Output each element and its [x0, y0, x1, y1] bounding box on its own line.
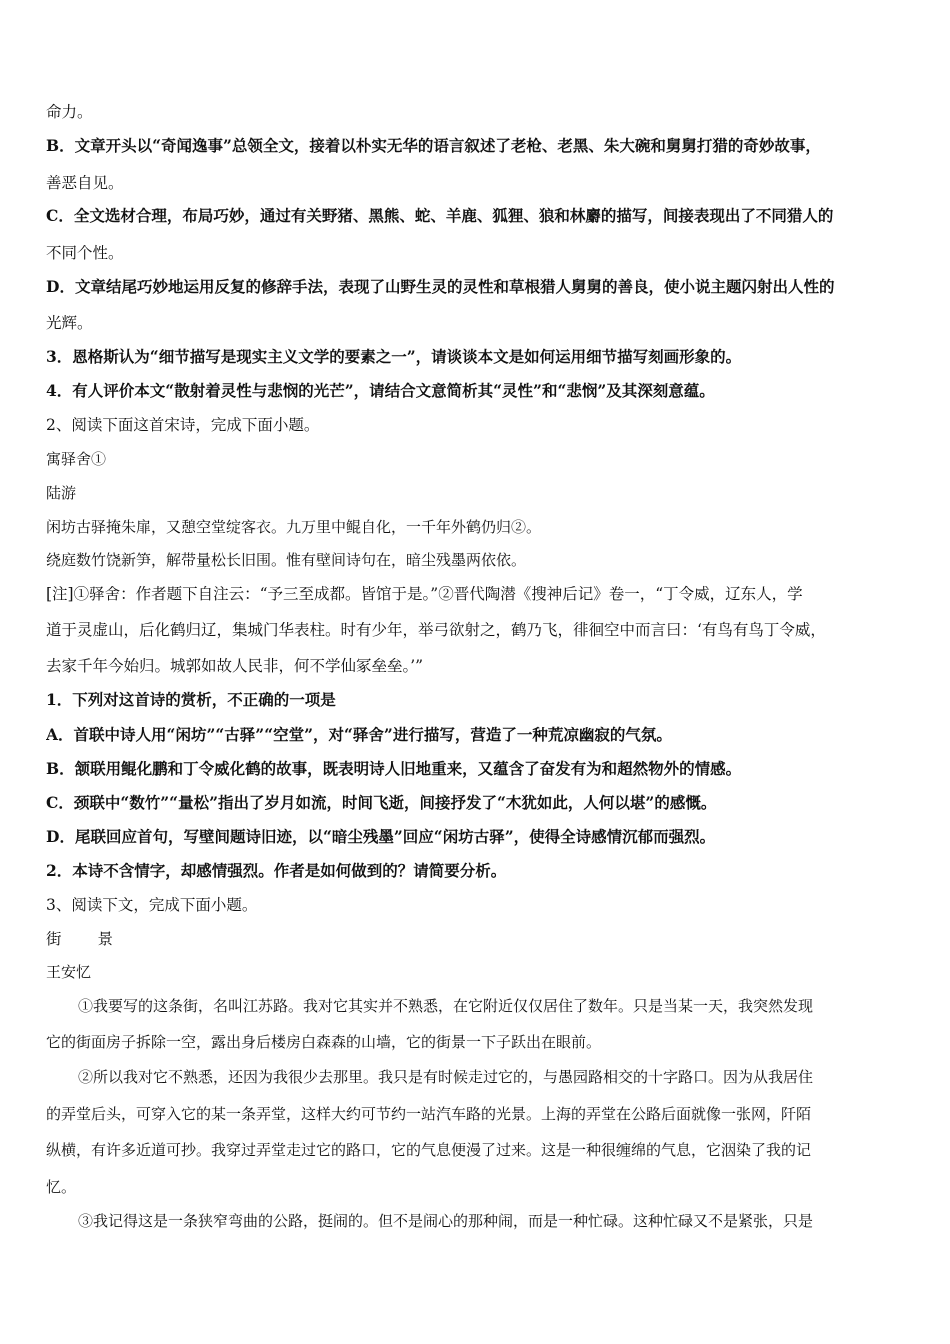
text-line: 光辉。 [46, 314, 93, 332]
paragraph-2-line-3: 纵横，有许多近道可抄。我穿过弄堂走过它的路口，它的气息便漫了过来。这是一种很缠绵的气息，它洇染了我的记 [46, 1141, 812, 1159]
option-b-line-1: B．文章开头以“奇闻逸事”总领全文，接着以朴实无华的语言叙述了老枪、老黑、朱大碗和舅舅打猎的奇妙故事， [46, 136, 821, 155]
option-c-line-1: C．全文选材合理，布局巧妙，通过有关野猪、黑熊、蛇、羊鹿、狐狸、狼和林麝的描写，间接表现出了不同猎人的 [46, 206, 834, 225]
paragraph-2-line-4: 忆。 [46, 1178, 77, 1196]
paragraph-1-line-2: 它的街面房子拆除一空，露出身后楼房白森森的山墙，它的街景一下子跃出在眼前。 [46, 1033, 602, 1051]
poem-line-1: 闲坊古驿掩朱扉，又憩空堂绽客衣。九万里中鲲自化，一千年外鹤仍归②。 [46, 518, 542, 536]
option-c: C．颈联中“数竹”“量松”指出了岁月如流，时间飞逝，间接抒发了“木犹如此，人何以堪”的感慨。 [46, 793, 717, 812]
essay-title-part2: 景 [97, 930, 114, 948]
section-2-heading: 2、阅读下面这首宋诗，完成下面小题。 [46, 416, 320, 434]
option-b: B．颔联用鲲化鹏和丁令威化鹤的故事，既表明诗人旧地重来，又蕴含了奋发有为和超然物外的情感。 [46, 759, 742, 778]
question-4: 4．有人评价本文“散射着灵性与悲悯的光芒”，请结合文意简析其“灵性”和“悲悯”及其深刻意蕴。 [46, 381, 715, 400]
question-3: 3．恩格斯认为“细节描写是现实主义文学的要素之一”，请谈谈本文是如何运用细节描写刻画形象的。 [46, 347, 742, 366]
paragraph-2-line-2: 的弄堂后头，可穿入它的某一条弄堂，这样大约可节约一站汽车路的光景。上海的弄堂在公路后面就像一张网，阡陌 [46, 1105, 812, 1123]
poem-line-2: 绕庭数竹饶新笋，解带量松长旧围。惟有壁间诗句在，暗尘残墨两依依。 [46, 551, 527, 569]
essay-title-part1: 街 [46, 930, 62, 948]
text-line: 不同个性。 [46, 244, 124, 262]
paragraph-3-line-1: ③我记得这是一条狭窄弯曲的公路，挺闹的。但不是闹心的那种闹，而是一种忙碌。这种忙碌又不是紧张，只是 [78, 1212, 814, 1230]
question-2: 2．本诗不含情字，却感情强烈。作者是如何做到的？请简要分析。 [46, 861, 507, 880]
poem-author: 陆游 [46, 484, 77, 502]
section-3-heading: 3、阅读下文，完成下面小题。 [46, 896, 258, 914]
note-line-1: [注]①驿舍：作者题下自注云：“予三至成都。皆馆于是。”②晋代陶潜《搜神后记》卷一，“丁令威，辽东人，学 [46, 585, 803, 603]
note-line-3: 去家千年今始归。城郭如故人民非，何不学仙冢垒垒。’” [46, 657, 424, 675]
question-1: 1．下列对这首诗的赏析，不正确的一项是 [46, 690, 336, 709]
essay-author: 王安忆 [46, 963, 92, 981]
text-line: 命力。 [46, 103, 93, 121]
text-line: 善恶自见。 [46, 174, 124, 192]
option-d-line-1: D．文章结尾巧妙地运用反复的修辞手法，表现了山野生灵的灵性和草根猎人舅舅的善良，使小说主题闪射出人性的 [46, 277, 835, 296]
poem-title: 寓驿舍① [46, 450, 107, 468]
option-d: D．尾联回应首句，写壁间题诗旧迹，以“暗尘残墨”回应“闲坊古驿”，使得全诗感情沉郁而强烈。 [46, 827, 716, 846]
option-a: A．首联中诗人用“闲坊”“古驿”“空堂”，对“驿舍”进行描写，营造了一种荒凉幽寂的气氛。 [46, 725, 672, 744]
note-line-2: 道于灵虚山，后化鹤归辽，集城门华表柱。时有少年，举弓欲射之，鹤乃飞，徘徊空中而言曰：‘有鸟有鸟丁令威， [46, 621, 826, 639]
essay-title [46, 929, 904, 949]
paragraph-1-line-1: ①我要写的这条街，名叫江苏路。我对它其实并不熟悉，在它附近仅仅居住了数年。只是当某一天，我突然发现 [78, 997, 814, 1015]
paragraph-2-line-1: ②所以我对它不熟悉，还因为我很少去那里。我只是有时候走过它的，与愚园路相交的十字路口。因为从我居住 [78, 1068, 814, 1086]
